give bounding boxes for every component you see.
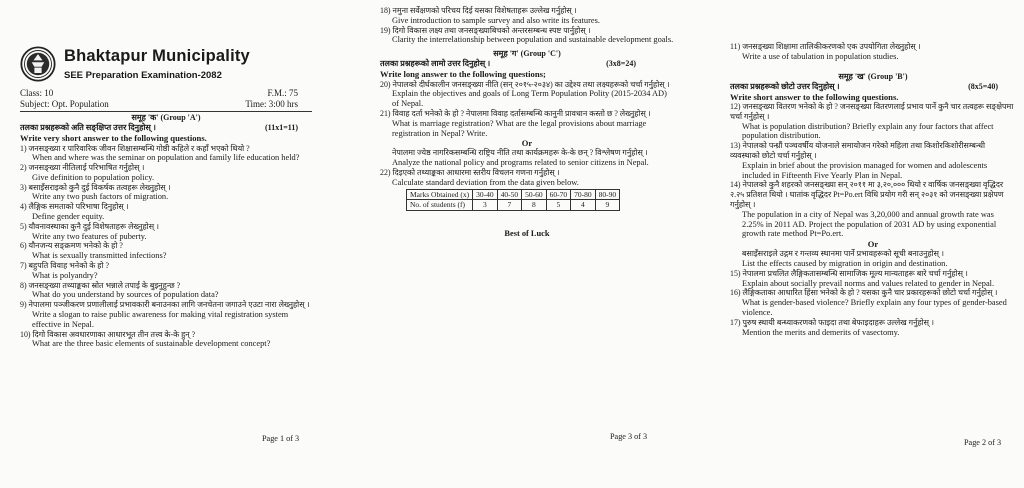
question-text-english: List the effects caused by migration in origin and destination. [742, 259, 948, 269]
question-text-english: Give definition to population policy. [32, 172, 155, 182]
question-21-alternative [380, 148, 674, 168]
question-text-nepali: 21) विवाह दर्ता भनेको के हो ? नेपालमा विवाह दर्तासम्बन्धि कानुनी प्रावधान कस्तो छ ? लेख्नुहोस् । [380, 109, 651, 119]
question-text-nepali: 4) लैङ्गिक समताको परिभाषा दिनुहोस् । [20, 202, 129, 212]
table-cell: 50-60 [522, 189, 547, 200]
question-text-english: What are the three basic elements of sustainable development concept? [32, 339, 271, 349]
instruction-nepali: तलका प्रश्नहरूको लामो उत्तर दिनुहोस् । [380, 59, 491, 69]
question-4 [20, 202, 312, 222]
question-text-english: Analyze the national policy and programs related to senior citizens in Nepal. [392, 158, 649, 168]
table-cell: 60-70 [546, 189, 571, 200]
question-text-english: What do you understand by sources of population data? [32, 290, 219, 300]
question-text-nepali: बसाइँसराइले उद्गम र गन्तव्य स्थानमा पार्ने प्रभावहरूको सूची बनाउनुहोस् । [742, 249, 944, 259]
table-cell: 3 [473, 200, 498, 211]
question-text-nepali: 15) नेपालमा प्रचलित लैङ्गिकतासम्बन्धि सामाजिक मूल्य मान्यताहरू बारे चर्चा गर्नुहोस् । [730, 268, 968, 278]
question-text-nepali: 9) नेपालमा पञ्जीकरण प्रणालीलाई प्रभावकारी बनाउनका लागि जनचेतना जगाउने एउटा नारा लेख्नुहोस् । [20, 300, 310, 310]
meta-row-class [20, 88, 312, 99]
table-cell: 80-90 [595, 189, 620, 200]
time-label: Time: 3:00 hrs [245, 99, 298, 109]
question-text-nepali: 8) जनसङ्ख्या तथ्याङ्कका स्रोत भन्नाले तपाई के बुझ्नुहुन्छ ? [20, 280, 181, 290]
question-8 [20, 281, 312, 301]
exam-page-3 [358, 0, 680, 488]
marks-breakdown: (3x8=24) [606, 59, 636, 69]
full-marks-label: F.M.: 75 [267, 88, 298, 98]
table-row [407, 200, 620, 211]
frequency-table [406, 189, 620, 211]
question-21 [380, 109, 674, 138]
exam-header [20, 40, 312, 88]
group-c-instruction [380, 59, 674, 69]
instruction-english: Write long answer to the following questions; [380, 69, 546, 80]
instruction-english: Write short answer to the following questions. [730, 91, 899, 102]
question-text-english: Write a use of tabulation in population studies. [742, 51, 899, 61]
question-text-nepali: 17) पुरुष स्थायी बन्ध्याकरणको फाइदा तथा बेफाइदाहरू उल्लेख गर्नुहोस् । [730, 317, 934, 327]
question-19 [380, 26, 674, 46]
table-row-label: Marks Obtained (x) [407, 189, 473, 200]
question-9 [20, 300, 312, 329]
question-20 [380, 80, 674, 109]
table-row [407, 189, 620, 200]
question-text-english: Write a slogan to raise public awareness for making vital registration system effective in Nepal. [32, 310, 289, 329]
question-14 [730, 180, 1016, 239]
question-13 [730, 141, 1016, 180]
question-text-nepali: 11) जनसङ्ख्या शिक्षामा तालिकीकरणको एक उपयोगिता लेख्नुहोस् । [730, 42, 921, 51]
question-text-english: Clarity the interrelationship between population and sustainable development goals. [392, 35, 674, 45]
meta-row-subject [20, 99, 312, 112]
instruction-nepali: तलका प्रश्नहरूको अति सङ्क्षिप्त उत्तर दिनुहोस् । [20, 123, 156, 132]
municipality-name: Bhaktapur Municipality [64, 47, 250, 65]
question-15 [730, 269, 1016, 289]
question-17 [730, 318, 1016, 338]
marks-breakdown: (11x1=11) [264, 123, 298, 132]
question-text-english: Give introduction to sample survey and also write its features. [392, 15, 600, 25]
question-text-english: Write any two features of puberty. [32, 231, 147, 241]
question-1 [20, 144, 312, 164]
table-cell: 40-50 [497, 189, 522, 200]
marks-breakdown: (8x5=40) [968, 81, 998, 91]
group-c-heading: समूह 'ग' (Group 'C') [493, 49, 561, 59]
question-2 [20, 163, 312, 183]
question-text-nepali: 22) दिइएको तथ्याङ्कका आधारमा स्तरीय विचलन गणना गर्नुहोस् । [380, 168, 560, 178]
exam-title: SEE Preparation Examination-2082 [64, 70, 222, 81]
table-cell: 8 [522, 200, 547, 211]
instruction-english: Write very short answer to the following questions. [20, 133, 207, 143]
question-text-nepali: 10) दिगो विकास अवधारणाका आधारभूत तीन तत्त्व के-के हुन् ? [20, 329, 196, 339]
question-7 [20, 261, 312, 281]
table-cell: 9 [595, 200, 620, 211]
question-text-nepali: 3) बसाइँसराइको कुनै दुई विकर्षक तत्वहरू लेख्नुहोस् । [20, 182, 171, 192]
question-14-alternative [730, 249, 1016, 269]
question-text-english: What is population distribution? Briefly explain any four factors that affect population distribution. [742, 121, 994, 141]
question-16 [730, 288, 1016, 317]
table-cell: 70-80 [571, 189, 596, 200]
question-text-nepali: 12) जनसङ्ख्या वितरण भनेको के हो ? जनसङ्ख्या वितरणलाई प्रभाव पार्ने कुनै चार तत्वहरू सङ्क्षेपमा चर्चा गर्नुहोस् । [730, 102, 1014, 121]
question-18 [380, 6, 674, 26]
question-text-english: What is polyandry? [32, 270, 98, 280]
table-cell: 4 [571, 200, 596, 211]
question-text-english: Define gender equity. [32, 212, 105, 222]
table-cell: 5 [546, 200, 571, 211]
question-3 [20, 183, 312, 203]
question-text-english: What is gender-based violence? Briefly explain any four types of gender-based violence. [742, 298, 1007, 318]
question-text-english: Calculate standard deviation from the data given below. [392, 177, 579, 187]
question-text-nepali: 6) यौनजन्य सङ्क्रमण भनेको के हो ? [20, 241, 123, 251]
class-label: Class: 10 [20, 88, 54, 98]
question-text-nepali: 2) जनसङ्ख्या नीतिलाई परिभाषित गर्नुहोस् । [20, 163, 145, 173]
question-text-english: Write any two push factors of migration. [32, 192, 169, 202]
exam-page-1 [0, 0, 320, 488]
municipality-logo-icon [20, 46, 56, 82]
or-divider: Or [521, 138, 533, 149]
question-text-english: When and where was the seminar on population and family life education held? [32, 153, 300, 163]
question-5 [20, 222, 312, 242]
instruction-nepali: तलका प्रश्नहरूको छोटो उत्तर दिनुहोस् । [730, 81, 840, 91]
question-text-nepali: 13) नेपालको पन्ध्रौं पञ्चवर्षीय योजनाले समायोजन गरेको महिला तथा किशोरकिशोरीसम्बन्धी व्यवस्थाको छोटो चर्चा गर्नुहोस् । [730, 141, 986, 161]
table-cell: 7 [497, 200, 522, 211]
closing-message: Best of Luck [504, 228, 550, 238]
group-a-questions [20, 144, 312, 350]
question-text-nepali: 18) नमुना सर्वेक्षणको परिचय दिई यसका विशेषताहरू उल्लेख गर्नुहोस् । [380, 6, 577, 15]
question-12 [730, 102, 1016, 141]
page-footer: Page 1 of 3 [262, 434, 300, 443]
table-row-label: No. of students (f) [407, 200, 473, 211]
question-10 [20, 330, 312, 350]
group-b-instruction [730, 82, 1016, 92]
page-footer: Page 3 of 3 [610, 432, 648, 441]
table-cell: 30-40 [473, 189, 498, 200]
question-11 [730, 42, 1016, 62]
question-text-nepali: 7) बहुपति विवाह भनेको के हो ? [20, 261, 110, 271]
or-divider: Or [867, 239, 879, 250]
question-text-nepali: 14) नेपालको कुनै शहरको जनसङ्ख्या सन् २०११ मा ३,२०,००० थियो र वार्षिक जनसङ्ख्या वृद्धिदर २.२५ प्रतिशत थियो । घातांक वृद्धिदर Pt=Po.ert विधि प्रयोग गरी सन् २०३१ को जनसङ्ख्या प्रक्षेपण गर्नुहोस् । [730, 180, 1004, 210]
question-text-english: The population in a city of Nepal was 3,20,000 and annual growth rate was 2.25% in 2011 AD. Project the population of 2031 AD by using exponential growth rate method Pt=Po.ert. [742, 209, 997, 239]
question-text-english: Explain the objectives and goals of Long Term Population Polity (2015-2034 AD) of Nepal. [392, 89, 667, 109]
question-text-nepali: 20) नेपालको दीर्घकालीन जनसङ्ख्या नीति (सन् २०१५-२०३४) का उद्देश्य तथा लक्ष्यहरूको चर्चा गर्नुहोस् । [380, 79, 670, 89]
subject-label: Subject: Opt. Population [20, 99, 109, 109]
group-a-heading: समूह 'क' (Group 'A') [131, 113, 201, 122]
question-text-nepali: 16) लैङ्गिकताका आधारित हिंसा भनेको के हो ? यसका कुनै चार प्रकारहरूको छोटो चर्चा गर्नुहोस् । [730, 288, 998, 298]
question-text-nepali: 19) दिगो विकास लक्ष्य तथा जनसङ्ख्याबिचको अन्तरसम्बन्ध स्पष्ट पार्नुहोस् । [380, 25, 591, 35]
question-text-english: What is marriage registration? What are the legal provisions about marriage registration in Nepal? Write. [392, 118, 647, 138]
question-text-english: Explain in brief about the provision managed for women and adolescents included in Fifteenth Five Yearly Plan in Nepal. [742, 160, 988, 180]
page-footer: Page 2 of 3 [964, 438, 1002, 447]
exam-page-2 [712, 0, 1024, 488]
question-text-english: Explain about socially prevail norms and values related to gender in Nepal. [742, 278, 995, 288]
group-a-instruction [20, 123, 312, 133]
question-6 [20, 241, 312, 261]
question-text-nepali: नेपालमा ज्येष्ठ नागरिकसम्बन्धि राष्ट्रिय नीति तथा कार्यक्रमहरू के-के छन् ? विश्लेषण गर्नुहोस् । [392, 148, 648, 158]
question-text-nepali: 5) यौवनावस्थाका कुनै दुई विशेषताहरू लेख्नुहोस् । [20, 221, 160, 231]
question-text-nepali: 1) जनसङ्ख्या र पारिवारिक जीवन शिक्षासम्बन्धि गोष्ठी कहिले र कहाँ भएको थियो ? [20, 143, 250, 153]
question-22 [380, 168, 674, 188]
group-b-heading: समूह 'ख' (Group 'B') [838, 71, 908, 81]
question-text-english: Mention the merits and demerits of vasectomy. [742, 327, 900, 337]
question-text-english: What is sexually transmitted infections? [32, 251, 167, 261]
